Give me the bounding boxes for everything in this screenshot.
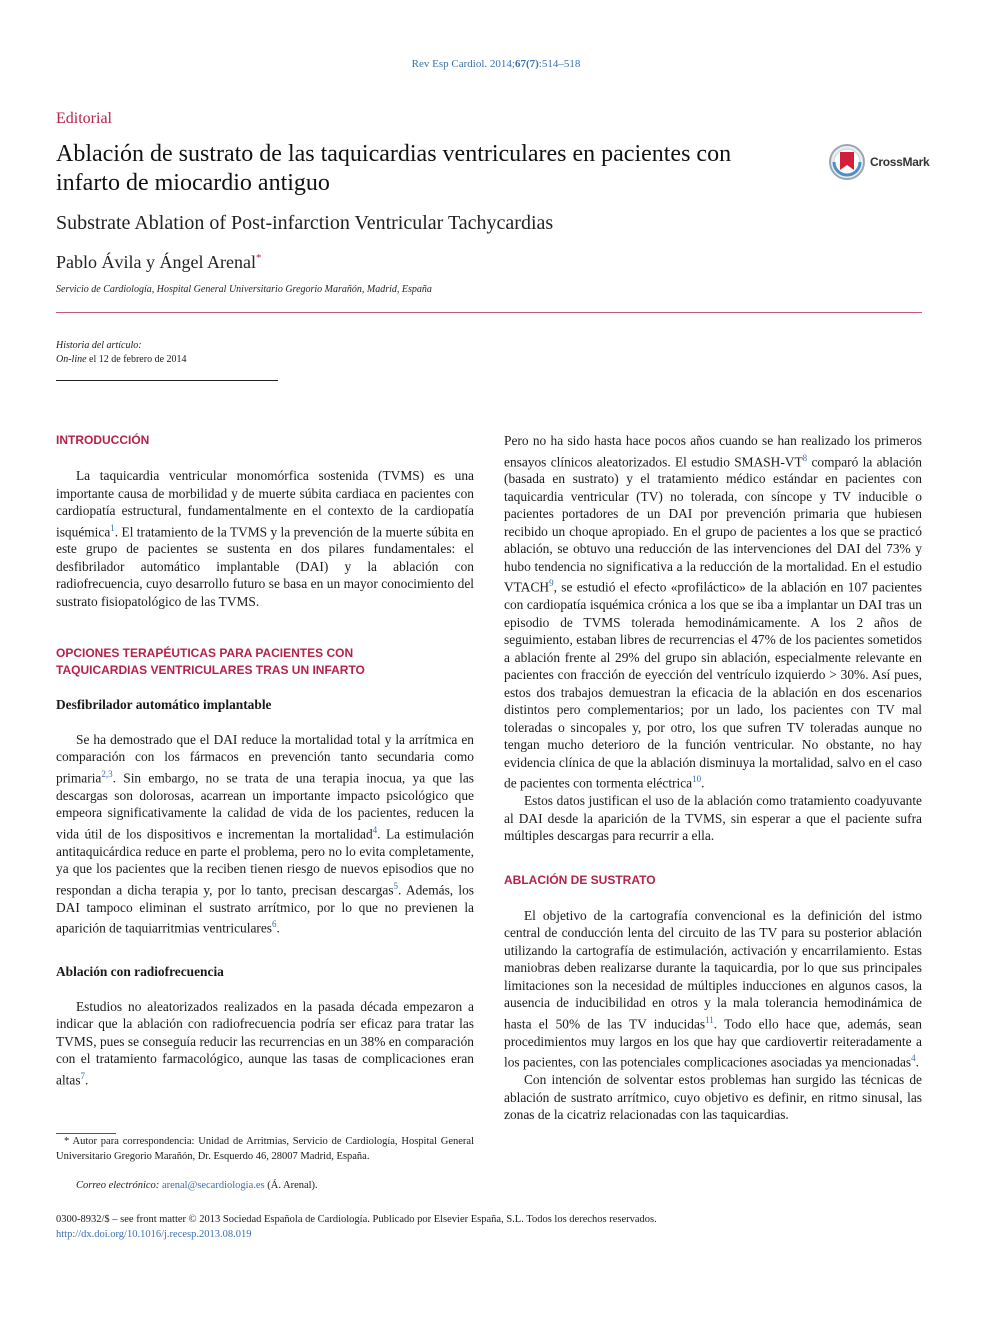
citation-ref[interactable]: 2,3 xyxy=(101,768,113,779)
journal-pages: :514–518 xyxy=(538,58,581,70)
affiliation: Servicio de Cardiología, Hospital General Universitario Gregorio Marañón, Madrid, España xyxy=(56,284,432,295)
subheading-dai: Desfibrilador automático implantable xyxy=(56,697,272,713)
article-title: Ablación de sustrato de las taquicardias ventriculares en pacientes con infarto de miocardio antiguo xyxy=(56,141,732,196)
citation-ref[interactable]: 8 xyxy=(802,452,808,463)
crossmark-icon xyxy=(828,143,866,181)
subheading-rf: Ablación con radiofrecuencia xyxy=(56,964,224,980)
citation-ref[interactable]: 5 xyxy=(393,880,399,891)
paragraph-trials: Pero no ha sido hasta hace pocos años cuando se han realizado los primeros ensayos clínicos aleatorizados. El estudio SMASH-$VT^8$ comparó la ablación (basada en sustrato) y el tratamiento médico estándar en pacientes con taquicardia ventricular (TV) no tolerada, con síncope y TV inducible o pacientes portadores de un DAI por prevención primaria que hubiesen recibido un choque apropiado. En el grupo de pacientes a los que se practicó ablación, se obtuvo una reducción de las intervenciones del DAI del 73% y hubo tendencia no significativa a la reducción de la mortalidad. En el estudio VTACH$^9$, se estudió el efecto «profiláctico» de la ablación en 107 pacientes con cardiopatía isquémica crónica a los que se iba a implantar un DAI tras un episodio de TVMS tolerada hemodinámicamente. A los 2 años de seguimiento, estaban libres de recurrencias el 47% de los pacientes sometidos a ablación frente al 29% del grupo sin ablación, especialmente relevante en pacientes con fracción de eyección del ventrículo izquierdo > 30%. Así pues, estos dos trabajos demuestran la eficacia de la ablación en dos escenarios distintos pero complementarios; por un lado, los pacientes con TV mal toleradas o sincopales y, por otro, los que sufren TV toleradas aunque no tengan mucho deterioro de la función ventricular. No obstante, no hay evidencia clínica de que la ablación disminuya la mortalidad, salvo en el caso de pacientes con tormenta eléctrica$^{10}$. xyxy=(504,433,923,791)
author-email-link[interactable]: arenal@secardiologia.es xyxy=(161,1180,265,1191)
section-heading-intro: INTRODUCCIÓN xyxy=(56,433,150,447)
paragraph-dai: Se ha demostrado que el DAI reduce la mortalidad total y la arrítmica en comparación con los fármacos en prevención tanto secundaria como primaria$^{2,3}$. Sin embargo, no se trata de una terapia inocua, ya que las descargas son dolorosas, acarrean un importante impacto psicológico que empeora significativamente la calidad de vida de los pacientes, reducen la vida útil de los dispositivos e incrementan la mortalidad$^4$. La estimulación antitaquicárdica reduce en parte el problema, pero no lo evita completamente, ya que los pacientes que la reciben tienen riesgo de nuevos episodios que no respondan a dicha terapia y, por lo tanto, precisan descargas$^5$. Además, los DAI tampoco eliminan el sustrato arrítmico, por lo que no previenen la aparición de taquiarritmias ventriculares$^6$. xyxy=(56,731,474,936)
left-column xyxy=(56,432,474,1089)
citation-ref[interactable]: 4 xyxy=(911,1053,916,1064)
article-subtitle: Substrate Ablation of Post-infarction Ventricular Tachycardias xyxy=(56,212,554,234)
copyright-line: 0300-8932/$ – see front matter © 2013 Sociedad Española de Cardiología. Publicado por Elsevier España, S.L. Todos los derechos reservados. xyxy=(56,1214,657,1225)
journal-citation[interactable] xyxy=(0,58,992,70)
crossmark-label: CrossMark xyxy=(870,155,930,169)
history-date xyxy=(56,354,187,365)
citation-ref[interactable]: 10 xyxy=(692,774,702,785)
citation-ref[interactable]: 4 xyxy=(372,824,378,835)
author-list xyxy=(56,252,261,273)
paragraph-rf: Estudios no aleatorizados realizados en la pasada década empezaron a indicar que la ablación con radiofrecuencia podría ser eficaz para tratar las TVMS, pues se conseguía reducir las recurrencias en un 38% en comparación con el tratamiento farmacológico, aunque las tasas de complicaciones eran altas$^7$. xyxy=(56,998,474,1088)
citation-ref[interactable]: 11 xyxy=(705,1014,714,1025)
email-line xyxy=(56,1179,474,1194)
history-divider xyxy=(56,380,278,381)
history-date-text: el 12 de febrero de 2014 xyxy=(86,354,187,365)
paragraph-intro: La taquicardia ventricular monomórfica sostenida (TVMS) es una importante causa de morbilidad y de muerte súbita cardiaca en pacientes con cardiopatía estructural, fundamentalmente en el contexto de la cardiopatía isquémica$^1$. El tratamiento de la TVMS y la prevención de la muerte súbita en este grupo de pacientes se sustenta en dos pilares fundamentales: el desfibrilador automático implantable (DAI) y la ablación con radiofrecuencia, cuyo desarrollo futuro se basa en un mayor conocimiento del sustrato fisiopatológico de las TVMS. xyxy=(56,468,474,609)
crossmark-badge[interactable] xyxy=(828,143,929,181)
footnote-mark: * xyxy=(64,1136,70,1147)
paragraph-mapping: El objetivo de la cartografía convencional es la definición del istmo central de conducción lenta del circuito de las TV para su posterior ablación utilizando la cartografía de estimulación, activación y encarrilamiento. Estas maniobras deben realizarse durante la taquicardia, por lo que sus principales limitaciones son la necesidad de múltiples inducciones en algunos casos, la ausencia de inducibilidad en otros y la mala tolerancia hemodinámica de hasta el 50% de las TV inducidas$^{11}$. Todo ello hace que, además, sean procedimientos muy largos en los que hay que cardiovertir reiteradamente a los pacientes, con las potenciales complicaciones asociadas ya mencionadas$^4$. xyxy=(504,907,922,1070)
paragraph-techniques: Con intención de solventar estos problemas han surgido las técnicas de ablación de sustrato arrítmico, cuyo objetivo es definir, en ritmo sinusal, las zonas de la cicatriz relacionadas con las taquicardias. xyxy=(504,1072,922,1123)
journal-prefix: Rev Esp Cardiol. 2014; xyxy=(411,58,515,70)
article-type: Editorial xyxy=(56,110,112,127)
corresponding-footnote xyxy=(56,1135,474,1164)
header-divider xyxy=(56,312,922,313)
paragraph-justify: Estos datos justifican el uso de la ablación como tratamiento coadyuvante al DAI desde la aparición de la TVMS, sin esperar a que el paciente sufra múltiples descargas para recurrir a ella. xyxy=(504,793,922,844)
history-online: On-line xyxy=(56,354,87,365)
authors-text: Pablo Ávila y Ángel Arenal xyxy=(56,252,256,272)
corresponding-author-mark[interactable]: * xyxy=(255,252,262,264)
email-suffix: (Á. Arenal). xyxy=(264,1180,318,1191)
right-column xyxy=(504,432,922,1124)
history-label: Historia del artículo: xyxy=(56,340,142,351)
doi-link[interactable]: http://dx.doi.org/10.1016/j.recesp.2013.08.019 xyxy=(56,1229,252,1240)
section-heading-options: OPCIONES TERAPÉUTICAS PARA PACIENTES CON TAQUICARDIAS VENTRICULARES TRAS UN INFARTO xyxy=(56,646,365,678)
citation-ref[interactable]: 1 xyxy=(110,522,115,533)
footnote-divider xyxy=(56,1133,116,1134)
footnote-text: Autor para correspondencia: Unidad de Arritmias, Servicio de Cardiología, Hospital General Universitario Gregorio Marañón, Dr. Esquerdo 46, 28007 Madrid, España. xyxy=(56,1136,474,1162)
citation-ref[interactable]: 6 xyxy=(272,919,277,930)
citation-ref[interactable]: 7 xyxy=(80,1070,86,1081)
journal-volume: 67(7) xyxy=(514,58,539,70)
email-label: Correo electrónico: xyxy=(76,1180,160,1191)
citation-ref[interactable]: 9 xyxy=(549,578,554,589)
section-heading-substrate: ABLACIÓN DE SUSTRATO xyxy=(504,872,656,887)
